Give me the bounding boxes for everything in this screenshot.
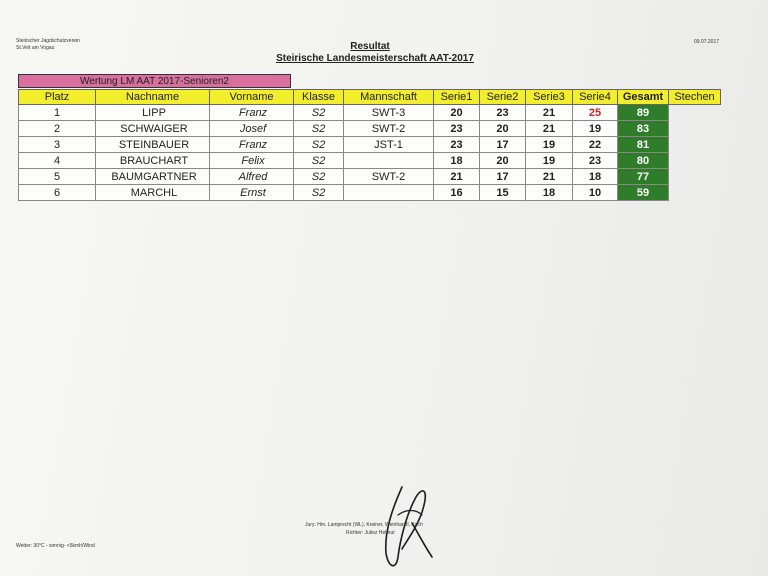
cell-stechen (669, 121, 721, 137)
page-subtitle: Steirische Landesmeisterschaft AAT-2017 (276, 53, 474, 64)
cell-mannschaft: SWT-2 (344, 121, 434, 137)
cell-platz: 2 (19, 121, 96, 137)
cell-klasse: S2 (294, 121, 344, 137)
cell-vorname: Franz (210, 137, 294, 153)
cell-serie2: 23 (480, 105, 526, 121)
cell-stechen (669, 153, 721, 169)
document-date: 09.07.2017 (694, 39, 720, 45)
cell-serie2: 17 (480, 137, 526, 153)
weather-line: Wetter: 30°C - sonnig- <5kmh/Wind (16, 543, 95, 549)
cell-vorname: Franz (210, 105, 294, 121)
cell-klasse: S2 (294, 137, 344, 153)
cell-vorname: Josef (210, 121, 294, 137)
header-nachname: Nachname (96, 90, 210, 105)
cell-serie3: 18 (526, 185, 573, 201)
table-row (19, 185, 721, 201)
club-line-1: Steirischer Jagdschutzverein (16, 38, 80, 44)
richter-line: Richter: Juliez Helmut (346, 530, 395, 536)
cell-serie1: 21 (434, 169, 480, 185)
cell-vorname: Felix (210, 153, 294, 169)
cell-platz: 3 (19, 137, 96, 153)
header-platz: Platz (19, 90, 96, 105)
cell-serie1: 23 (434, 121, 480, 137)
cell-platz: 6 (19, 185, 96, 201)
cell-klasse: S2 (294, 169, 344, 185)
cell-serie3: 19 (526, 153, 573, 169)
cell-nachname: STEINBAUER (96, 137, 210, 153)
cell-serie2: 20 (480, 121, 526, 137)
cell-serie3: 19 (526, 137, 573, 153)
category-label: Wertung LM AAT 2017-Senioren2 (18, 74, 291, 88)
header-serie2: Serie2 (480, 90, 526, 105)
cell-gesamt: 77 (618, 169, 669, 185)
cell-mannschaft: SWT-2 (344, 169, 434, 185)
cell-serie4: 23 (573, 153, 618, 169)
cell-nachname: MARCHL (96, 185, 210, 201)
cell-klasse: S2 (294, 153, 344, 169)
cell-stechen (669, 169, 721, 185)
cell-nachname: BRAUCHART (96, 153, 210, 169)
cell-serie3: 21 (526, 169, 573, 185)
header-klasse: Klasse (294, 90, 344, 105)
cell-nachname: LIPP (96, 105, 210, 121)
cell-vorname: Alfred (210, 169, 294, 185)
cell-serie1: 16 (434, 185, 480, 201)
cell-serie4: 22 (573, 137, 618, 153)
cell-serie2: 17 (480, 169, 526, 185)
cell-nachname: SCHWAIGER (96, 121, 210, 137)
cell-serie1: 18 (434, 153, 480, 169)
cell-serie4: 19 (573, 121, 618, 137)
table-row (19, 169, 721, 185)
cell-gesamt: 80 (618, 153, 669, 169)
cell-platz: 4 (19, 153, 96, 169)
cell-nachname: BAUMGARTNER (96, 169, 210, 185)
cell-serie3: 21 (526, 121, 573, 137)
cell-serie4: 25 (573, 105, 618, 121)
cell-stechen (669, 137, 721, 153)
cell-mannschaft (344, 185, 434, 201)
page-title: Resultat (350, 41, 390, 52)
cell-vorname: Ernst (210, 185, 294, 201)
header-serie4: Serie4 (573, 90, 618, 105)
cell-stechen (669, 105, 721, 121)
cell-platz: 1 (19, 105, 96, 121)
results-table (18, 89, 721, 201)
table-row (19, 105, 721, 121)
cell-mannschaft (344, 153, 434, 169)
cell-platz: 5 (19, 169, 96, 185)
header-serie1: Serie1 (434, 90, 480, 105)
table-header-row (19, 90, 721, 105)
cell-serie4: 18 (573, 169, 618, 185)
cell-gesamt: 89 (618, 105, 669, 121)
header-serie3: Serie3 (526, 90, 573, 105)
cell-serie1: 23 (434, 137, 480, 153)
header-mannschaft: Mannschaft (344, 90, 434, 105)
cell-serie2: 20 (480, 153, 526, 169)
table-row (19, 137, 721, 153)
header-gesamt: Gesamt (618, 90, 669, 105)
cell-gesamt: 59 (618, 185, 669, 201)
club-name (16, 38, 80, 52)
cell-serie2: 15 (480, 185, 526, 201)
cell-klasse: S2 (294, 105, 344, 121)
cell-gesamt: 83 (618, 121, 669, 137)
club-line-2: St.Veit am Vogau (16, 45, 55, 51)
table-row (19, 121, 721, 137)
cell-gesamt: 81 (618, 137, 669, 153)
header-vorname: Vorname (210, 90, 294, 105)
cell-klasse: S2 (294, 185, 344, 201)
cell-serie4: 10 (573, 185, 618, 201)
jury-line: Jury: Hm. Lamprecht (WL), Kreiner, Weinhandl, Koch (305, 522, 423, 528)
cell-mannschaft: SWT-3 (344, 105, 434, 121)
header-stechen: Stechen (669, 90, 721, 105)
cell-stechen (669, 185, 721, 201)
cell-mannschaft: JST-1 (344, 137, 434, 153)
table-row (19, 153, 721, 169)
cell-serie3: 21 (526, 105, 573, 121)
cell-serie1: 20 (434, 105, 480, 121)
